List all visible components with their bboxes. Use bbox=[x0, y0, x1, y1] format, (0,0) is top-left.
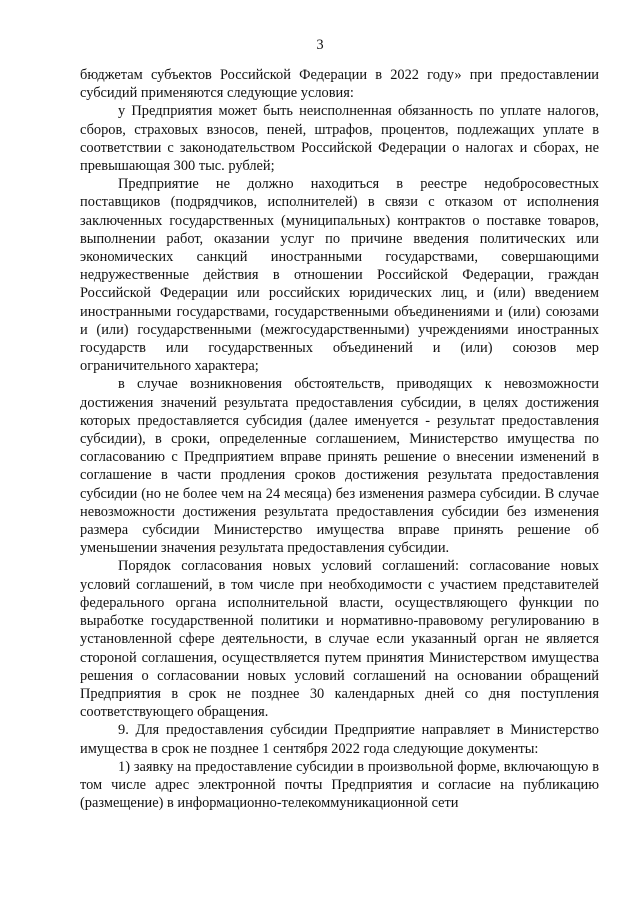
paragraph-5: Порядок согласования новых условий соглашений: согласование новых условий соглашений, в том числе при необходимости с участием представителей федерального органа исполнительной власти, осуществляющего функции по выработке государственной политики и нормативно-правовому регулированию в установленной сфере деятельности, в случае если указанный орган не является стороной соглашения, осуществляется путем принятия Министерством имущества решения о согласовании новых условий соглашений на основании обращений Предприятия в срок не позднее 30 календарных дней со дня поступления соответствующего обращения. bbox=[80, 558, 599, 721]
paragraph-7: 1) заявку на предоставление субсидии в произвольной форме, включающую в том числе адрес электронной почты Предприятия и согласие на публикацию (размещение) в информационно-телекоммуникационной сети bbox=[80, 758, 599, 812]
paragraph-6: 9. Для предоставления субсидии Предприятие направляет в Министерство имущества в срок не позднее 1 сентября 2022 года следующие документы: bbox=[80, 722, 599, 757]
paragraph-3: Предприятие не должно находиться в реестре недобросовестных поставщиков (подрядчиков, исполнителей) в связи с отказом от исполнения заключенных государственных (муниципальных) контрактов о поставке товаров, выполнении работ, оказании услуг по причине введения политических или экономических санкций иностранными государствами, совершающими недружественные действия в отношении Российской Федерации, граждан Российской Федерации или российских юридических лиц, и (или) введением иностранными государствами, государственными объединениями и (или) союзами и (или) государственными (межгосударственными) учреждениями иностранных государств или государственных объединений и (или) союзов мер ограничительного характера; bbox=[80, 176, 599, 375]
paragraph-2: у Предприятия может быть неисполненная обязанность по уплате налогов, сборов, страховых взносов, пеней, штрафов, процентов, подлежащих уплате в соответствии с законодательством Российской Федерации о налогах и сборах, не превышающая 300 тыс. рублей; bbox=[80, 103, 599, 175]
paragraph-1: бюджетам субъектов Российской Федерации в 2022 году» при предоставлении субсидий применяются следующие условия: bbox=[80, 67, 599, 102]
page-number: 3 bbox=[316, 37, 324, 53]
document-body bbox=[80, 66, 599, 812]
paragraph-4: в случае возникновения обстоятельств, приводящих к невозможности достижения значений результата предоставления субсидии, в целях достижения которых предоставляется субсидия (далее именуется - результат предоставления субсидии), в сроки, определенные соглашением, Министерство имущества по согласованию с Предприятием вправе принять решение о внесении изменений в соглашение в части продления сроков достижения результата предоставления субсидии (но не более чем на 24 месяца) без изменения размера субсидии. В случае невозможности достижения результата предоставления субсидии без изменения размера субсидии Министерство имущества вправе принять решение об уменьшении значения результата предоставления субсидии. bbox=[80, 376, 599, 557]
